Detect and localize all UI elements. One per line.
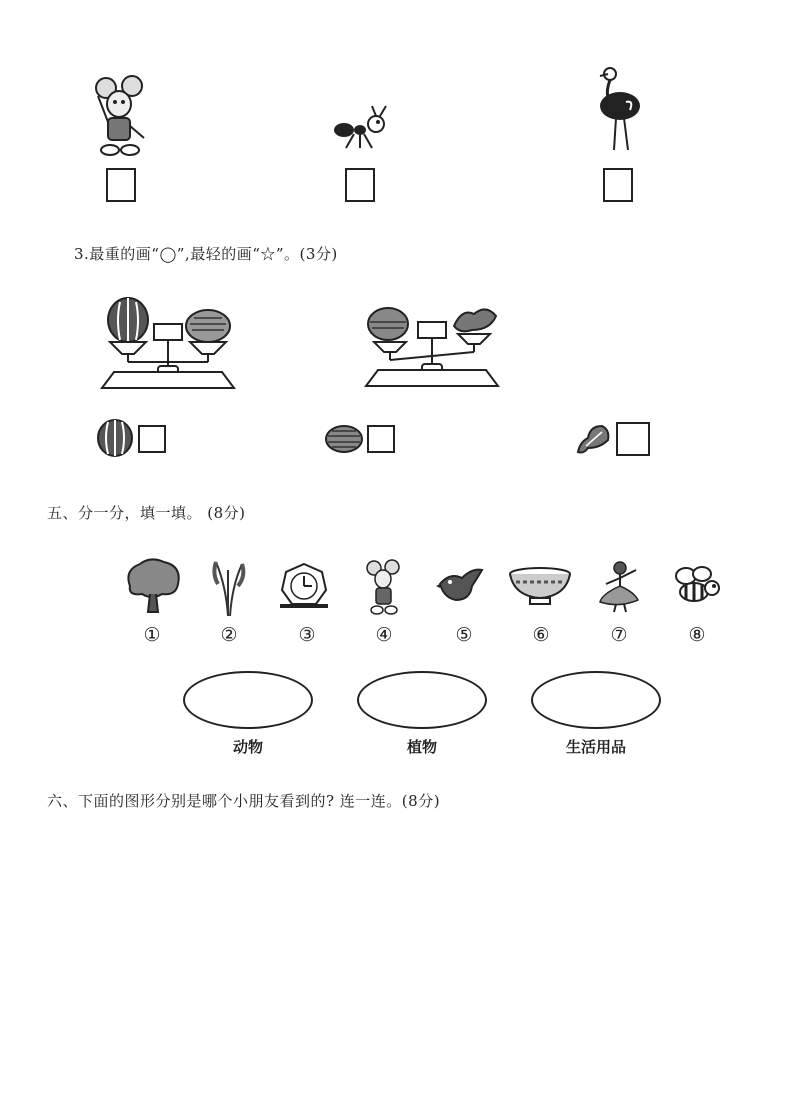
vegetable-icon: [574, 422, 612, 456]
rice-plant-icon: [208, 556, 248, 618]
section-6-heading: 六、下面的图形分别是哪个小朋友看到的? 连一连。(8分): [47, 792, 441, 810]
girl-dancer-icon: [596, 560, 640, 612]
bowl-icon: [508, 566, 572, 606]
watermelon-icon: [96, 418, 134, 458]
question-3-text: 3.最重的画“◯”,最轻的画“☆”。(3分): [74, 245, 338, 263]
category-plants-label: 植物: [406, 738, 437, 756]
label-3: ③: [298, 624, 316, 646]
label-4: ④: [375, 624, 393, 646]
oval-plants[interactable]: [357, 671, 487, 729]
oval-animals[interactable]: [183, 671, 313, 729]
answer-box-ostrich[interactable]: [603, 168, 633, 202]
mouse-icon: [92, 76, 148, 160]
section-5-heading: 五、分一分，填一填。 (8分): [47, 504, 246, 522]
mouse-small-icon: [364, 560, 404, 616]
balance-scale-1: [98, 296, 238, 392]
label-2: ②: [220, 624, 238, 646]
oval-daily-items[interactable]: [531, 671, 661, 729]
label-6: ⑥: [532, 624, 550, 646]
answer-box-vegetable[interactable]: [616, 422, 650, 456]
clock-icon: [278, 562, 330, 610]
cantaloupe-icon: [324, 424, 364, 454]
label-5: ⑤: [455, 624, 473, 646]
label-8: ⑧: [688, 624, 706, 646]
answer-box-watermelon[interactable]: [138, 425, 166, 453]
answer-box-ant[interactable]: [345, 168, 375, 202]
bee-icon: [672, 566, 722, 606]
tree-icon: [122, 556, 184, 616]
ostrich-icon: [590, 66, 654, 156]
category-animals-label: 动物: [232, 738, 263, 756]
balance-scale-2: [362, 300, 502, 390]
category-daily-items-label: 生活用品: [565, 738, 626, 756]
answer-box-cantaloupe[interactable]: [367, 425, 395, 453]
answer-box-mouse[interactable]: [106, 168, 136, 202]
ant-icon: [332, 104, 392, 154]
bird-icon: [436, 564, 486, 608]
label-7: ⑦: [610, 624, 628, 646]
label-1: ①: [143, 624, 161, 646]
